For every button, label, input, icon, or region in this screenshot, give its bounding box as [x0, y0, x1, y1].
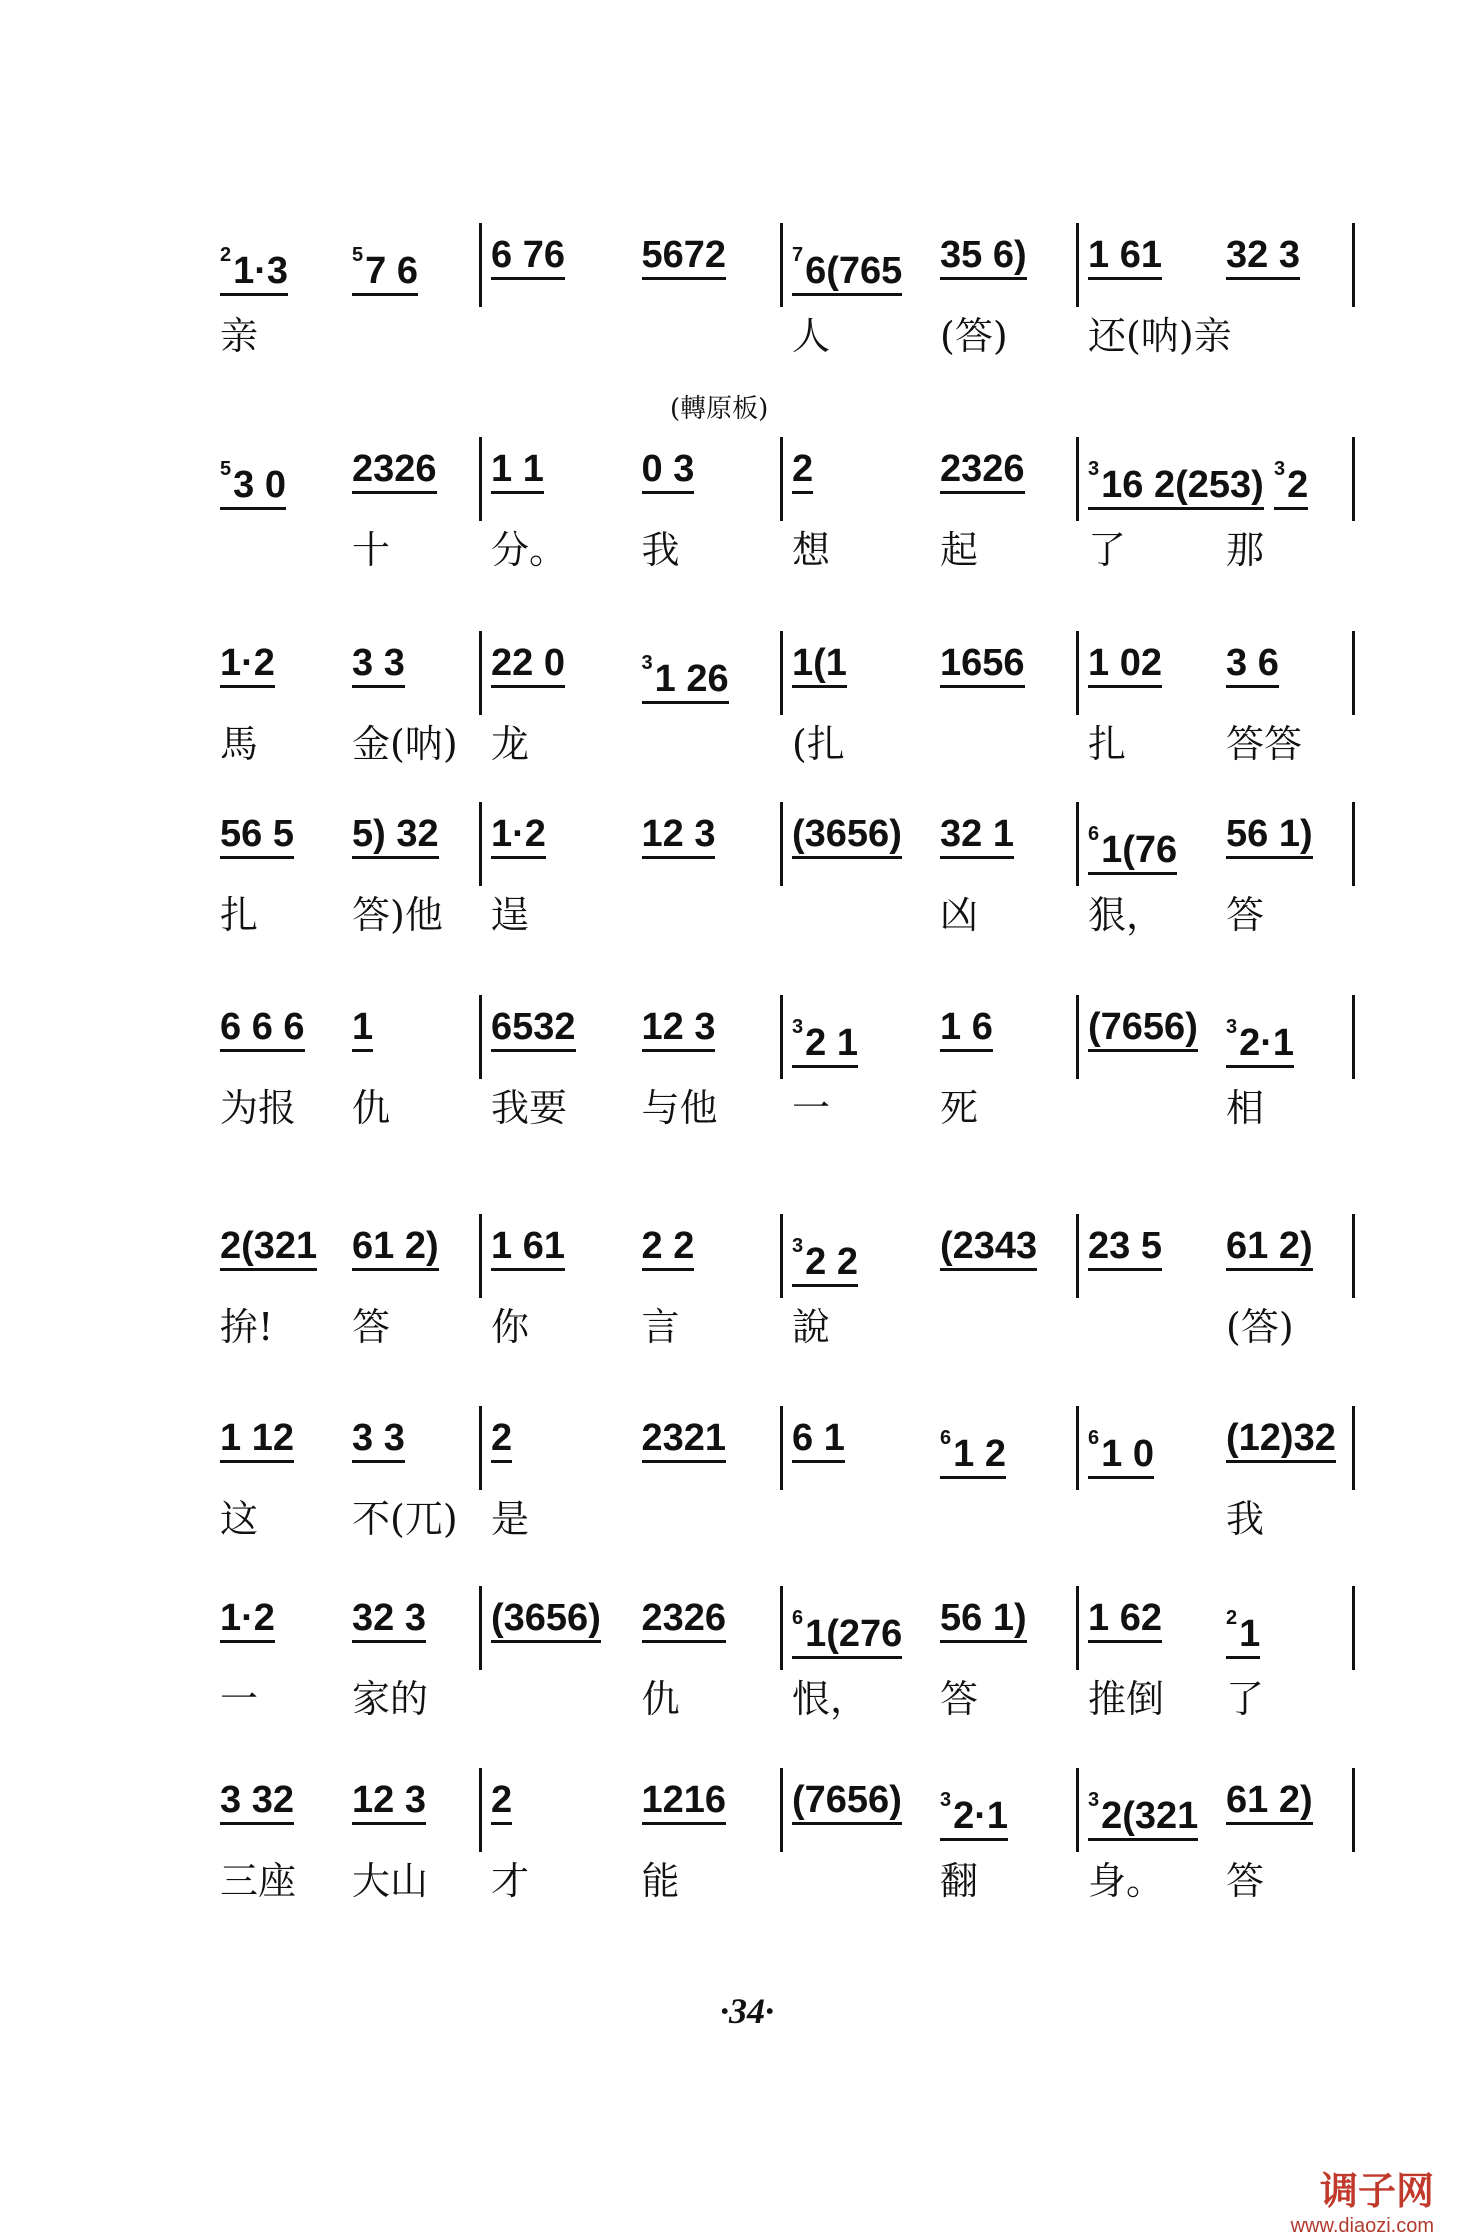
lyric: 人 — [792, 314, 831, 358]
note-group — [642, 1598, 727, 1643]
notes: 23 5 — [1088, 1225, 1162, 1267]
lyric: 为报 — [220, 1086, 297, 1130]
bar-line — [1352, 1586, 1355, 1670]
bar-line — [1352, 437, 1355, 521]
bar-line — [780, 437, 783, 521]
lyric: (答) — [1226, 1305, 1294, 1349]
notes: 61 2) — [1226, 1779, 1313, 1821]
bar-line — [1352, 223, 1355, 307]
lyric: 恨， — [792, 1677, 869, 1721]
notes: 1216 — [641, 1779, 727, 1821]
notes: 1 2 — [953, 1433, 1006, 1475]
bar-line — [1076, 223, 1079, 307]
lyric: 相 — [1226, 1086, 1265, 1130]
note-group — [642, 814, 716, 859]
note-group — [220, 814, 294, 859]
note-group — [940, 1007, 993, 1052]
bar-line — [479, 802, 482, 886]
notes: 61 2) — [1226, 1225, 1313, 1267]
bar-line — [479, 1406, 482, 1490]
bar-line — [479, 1214, 482, 1298]
lyric: 拚! — [220, 1305, 274, 1349]
notes: 2 1 — [805, 1022, 858, 1064]
note-group — [352, 449, 437, 494]
note-group — [940, 235, 1027, 280]
lyric: 扎 — [1088, 722, 1127, 766]
lyric: 推倒 — [1088, 1677, 1165, 1721]
note-group — [1226, 1780, 1313, 1825]
notes: 1(276 — [805, 1613, 903, 1655]
lyric: 凶 — [940, 893, 979, 937]
lyric: 翻 — [940, 1859, 979, 1903]
bar-line — [1076, 995, 1079, 1079]
notes: 32 3 — [352, 1597, 426, 1639]
notes: (3656) — [491, 1597, 601, 1639]
grace-note: 3 — [792, 1235, 804, 1257]
lyric: 馬 — [220, 722, 259, 766]
notes: 16 2(253) — [1101, 464, 1264, 506]
notes: (2343 — [940, 1225, 1038, 1267]
lyric: 答 — [940, 1677, 979, 1721]
note-group — [220, 235, 288, 296]
lyric: 死 — [940, 1086, 979, 1130]
notes: 1 12 — [220, 1417, 294, 1459]
lyric: 家的 — [352, 1677, 429, 1721]
note-group — [1088, 1418, 1154, 1479]
notes: 6 6 6 — [220, 1006, 305, 1048]
notes: 2 2 — [641, 1225, 695, 1267]
lyric: 答 — [352, 1305, 391, 1349]
notes: (7656) — [792, 1779, 902, 1821]
notes: 2 — [792, 448, 814, 490]
lyric: 起 — [940, 528, 979, 572]
notes: 1 02 — [1088, 642, 1162, 684]
notes: 2(321 — [220, 1225, 318, 1267]
notes: 2(321 — [1101, 1795, 1199, 1837]
notes: 1·3 — [233, 250, 289, 292]
staff-row — [0, 1225, 1474, 1406]
notes: 7 6 — [365, 250, 418, 292]
notes: (7656) — [1088, 1006, 1198, 1048]
note-group — [352, 1226, 439, 1271]
notes: 6 76 — [491, 234, 565, 276]
page-number: ·34· — [720, 1991, 774, 2031]
bar-line — [479, 631, 482, 715]
note-group — [1274, 449, 1308, 510]
note-group — [940, 1780, 1008, 1841]
notes: 12 3 — [352, 1779, 426, 1821]
note-group — [1226, 643, 1279, 688]
lyric: 身。 — [1088, 1859, 1165, 1903]
note-group — [940, 1226, 1037, 1271]
note-group — [1088, 1226, 1162, 1271]
staff-row — [0, 448, 1474, 629]
note-group — [352, 1598, 426, 1643]
lyric: 龙 — [491, 722, 530, 766]
lyric: 十 — [352, 528, 391, 572]
notes: 35 6) — [940, 234, 1027, 276]
notes: 5672 — [641, 234, 727, 276]
lyric: 扎 — [220, 893, 259, 937]
notes: 2326 — [641, 1597, 727, 1639]
note-group — [352, 643, 405, 688]
note-group — [792, 1598, 902, 1659]
lyric: 我 — [1226, 1497, 1265, 1541]
grace-note: 6 — [792, 1607, 804, 1629]
lyric: 与他 — [641, 1086, 718, 1130]
lyric: 我 — [641, 528, 680, 572]
bar-line — [780, 1586, 783, 1670]
lyric: 言 — [641, 1305, 680, 1349]
notes: 32 1 — [940, 813, 1014, 855]
notes: 1 — [1239, 1613, 1261, 1655]
grace-note: 3 — [1226, 1016, 1238, 1038]
note-group — [491, 235, 565, 280]
lyric: 不(兀) — [352, 1497, 458, 1541]
note-group — [1226, 1418, 1336, 1463]
notes: 0 3 — [641, 448, 695, 490]
notes: 2 — [491, 1417, 513, 1459]
lyric: 是 — [491, 1497, 530, 1541]
lyric: 分。 — [491, 528, 568, 572]
note-group — [792, 449, 813, 494]
note-group — [792, 814, 902, 859]
staff-row — [0, 1417, 1474, 1598]
lyric: (扎 — [792, 722, 845, 766]
grace-note: 3 — [940, 1789, 952, 1811]
note-group — [220, 1780, 294, 1825]
note-group — [352, 1418, 405, 1463]
grace-note: 2 — [1226, 1607, 1238, 1629]
lyric: 仇 — [352, 1086, 391, 1130]
bar-line — [1076, 1406, 1079, 1490]
bar-line — [780, 995, 783, 1079]
note-group — [1226, 814, 1313, 859]
grace-note: 6 — [1088, 1427, 1100, 1449]
grace-note: 3 — [1088, 1789, 1100, 1811]
note-group — [352, 235, 418, 296]
notes: 32 3 — [1226, 234, 1300, 276]
lyric: 亲 — [220, 314, 259, 358]
notes: 6 1 — [792, 1417, 845, 1459]
lyric: 还(呐)亲 — [1088, 314, 1232, 358]
lyric: 逞 — [491, 893, 530, 937]
note-group — [352, 1780, 426, 1825]
note-group — [642, 1418, 727, 1463]
grace-note: 5 — [220, 458, 232, 480]
notes: 56 1) — [1226, 813, 1313, 855]
grace-note: 3 — [792, 1016, 804, 1038]
lyric: 我要 — [491, 1086, 568, 1130]
grace-note: 5 — [352, 244, 364, 266]
note-group — [940, 1598, 1027, 1643]
notes: 3 32 — [220, 1779, 294, 1821]
notes: 2 — [1287, 464, 1309, 506]
notes: 1 — [352, 1006, 374, 1048]
notes: 12 3 — [641, 813, 716, 855]
lyric: 大山 — [352, 1859, 429, 1903]
lyric: 想 — [792, 528, 831, 572]
note-group — [1088, 1598, 1162, 1643]
notes: 2321 — [641, 1417, 727, 1459]
notes: 61 2) — [352, 1225, 439, 1267]
lyric: 說 — [792, 1305, 831, 1349]
watermark — [1291, 2160, 1434, 2238]
grace-note: 3 — [1088, 458, 1100, 480]
notes: 56 5 — [220, 813, 294, 855]
note-group — [491, 643, 565, 688]
notes: 56 1) — [940, 1597, 1027, 1639]
bar-line — [1352, 1406, 1355, 1490]
notes: (3656) — [792, 813, 902, 855]
note-group — [491, 1007, 576, 1052]
lyric: 了 — [1226, 1677, 1265, 1721]
notes: 1 1 — [491, 448, 544, 490]
watermark-url: www.diaozi.com — [1290, 2215, 1434, 2237]
lyric: 答)他 — [352, 893, 443, 937]
watermark-title: 调子网 — [1319, 2169, 1434, 2213]
note-group — [940, 449, 1025, 494]
lyric: 金(呐) — [352, 722, 458, 766]
notes: 1 6 — [940, 1006, 993, 1048]
bar-line — [1076, 1586, 1079, 1670]
notes: 1·2 — [491, 813, 546, 855]
staff-row — [0, 642, 1474, 823]
lyric: 答 — [1226, 1859, 1265, 1903]
notes: 1 26 — [654, 658, 729, 700]
note-group — [220, 1598, 275, 1643]
notes: 2 2 — [805, 1241, 858, 1283]
bar-line — [780, 223, 783, 307]
note-group — [1088, 1007, 1198, 1052]
note-group — [1088, 814, 1177, 875]
note-group — [1088, 643, 1162, 688]
notes: 1 61 — [1088, 234, 1162, 276]
bar-line — [1076, 802, 1079, 886]
grace-note: 6 — [1088, 823, 1100, 845]
lyric: 答答 — [1226, 722, 1303, 766]
lyric: 才 — [491, 1859, 530, 1903]
note-group — [491, 1226, 565, 1271]
note-group — [1226, 235, 1300, 280]
grace-note: 2 — [220, 244, 232, 266]
notes: 1·2 — [220, 642, 275, 684]
notes: 5) 32 — [352, 813, 439, 855]
note-group — [792, 235, 902, 296]
notes: 6532 — [491, 1006, 576, 1048]
notes: 2·1 — [1239, 1022, 1295, 1064]
note-group — [642, 1007, 716, 1052]
bar-line — [1352, 1768, 1355, 1852]
note-group — [1226, 1226, 1313, 1271]
lyric: 了 — [1088, 528, 1127, 572]
note-group — [792, 1226, 858, 1287]
note-group — [491, 814, 546, 859]
grace-note: 3 — [1274, 458, 1286, 480]
notes: 1·2 — [220, 1597, 275, 1639]
note-group — [642, 643, 729, 704]
bar-line — [780, 802, 783, 886]
note-group — [491, 449, 544, 494]
bar-line — [479, 437, 482, 521]
notes: 2326 — [352, 448, 437, 490]
bar-line — [1352, 802, 1355, 886]
bar-line — [1076, 1214, 1079, 1298]
note-group — [792, 643, 847, 688]
note-group — [1226, 1007, 1294, 1068]
grace-note: 3 — [641, 652, 653, 674]
notes: 22 0 — [491, 642, 565, 684]
notes: 3 0 — [233, 464, 286, 506]
notes: 3 3 — [352, 1417, 405, 1459]
staff-row — [0, 1779, 1474, 1960]
note-group — [1088, 1780, 1198, 1841]
staff-row — [0, 1006, 1474, 1187]
notes: 6(765 — [805, 250, 903, 292]
note-group — [220, 1418, 294, 1463]
note-group — [1088, 235, 1162, 280]
grace-note: 6 — [940, 1427, 952, 1449]
note-group — [352, 814, 439, 859]
lyric: 答 — [1226, 893, 1265, 937]
grace-note: 7 — [792, 244, 804, 266]
notes: 2·1 — [953, 1795, 1009, 1837]
notes: 1 62 — [1088, 1597, 1162, 1639]
staff-row — [0, 813, 1474, 994]
lyric: 狠， — [1088, 893, 1165, 937]
notes: 1(1 — [792, 642, 847, 684]
notes: 1 0 — [1101, 1433, 1154, 1475]
bar-line — [780, 1768, 783, 1852]
bar-line — [1076, 437, 1079, 521]
notes: 2326 — [940, 448, 1025, 490]
note-group — [220, 1007, 305, 1052]
note-group — [940, 643, 1025, 688]
bar-line — [479, 1768, 482, 1852]
note-group — [940, 814, 1014, 859]
lyric: 三座 — [220, 1859, 297, 1903]
note-group — [792, 1418, 845, 1463]
note-group — [792, 1007, 858, 1068]
lyric: 这 — [220, 1497, 259, 1541]
bar-line — [1352, 631, 1355, 715]
bar-line — [479, 1586, 482, 1670]
note-group — [491, 1598, 601, 1643]
notes: 12 3 — [641, 1006, 716, 1048]
note-group — [352, 1007, 373, 1052]
lyric: 那 — [1226, 528, 1265, 572]
bar-line — [1076, 1768, 1079, 1852]
lyric: 你 — [491, 1305, 530, 1349]
note-group — [792, 1780, 902, 1825]
bar-line — [479, 995, 482, 1079]
notes: 3 3 — [352, 642, 405, 684]
note-group — [642, 235, 727, 280]
bar-line — [780, 1214, 783, 1298]
lyric: 一 — [220, 1677, 259, 1721]
note-group — [220, 449, 286, 510]
lyric: 仇 — [641, 1677, 680, 1721]
notes: 1(76 — [1101, 829, 1178, 871]
note-group — [642, 1226, 695, 1271]
bar-line — [780, 631, 783, 715]
note-group — [491, 1780, 512, 1825]
note-group — [642, 1780, 727, 1825]
note-group — [1226, 1598, 1260, 1659]
note-group — [642, 449, 695, 494]
notes: 1 61 — [491, 1225, 565, 1267]
tempo-marking: (轉原板) — [670, 394, 769, 424]
staff-row — [0, 1597, 1474, 1778]
note-group — [1088, 449, 1264, 510]
lyric: 能 — [641, 1859, 680, 1903]
notes: 2 — [491, 1779, 513, 1821]
notes: 1656 — [940, 642, 1025, 684]
lyric: 一 — [792, 1086, 831, 1130]
note-group — [220, 643, 275, 688]
notes: (12)32 — [1226, 1417, 1336, 1459]
notes: 3 6 — [1226, 642, 1279, 684]
bar-line — [479, 223, 482, 307]
note-group — [220, 1226, 317, 1271]
note-group — [940, 1418, 1006, 1479]
lyric: (答) — [940, 314, 1008, 358]
bar-line — [1352, 1214, 1355, 1298]
bar-line — [1352, 995, 1355, 1079]
note-group — [491, 1418, 512, 1463]
bar-line — [780, 1406, 783, 1490]
bar-line — [1076, 631, 1079, 715]
